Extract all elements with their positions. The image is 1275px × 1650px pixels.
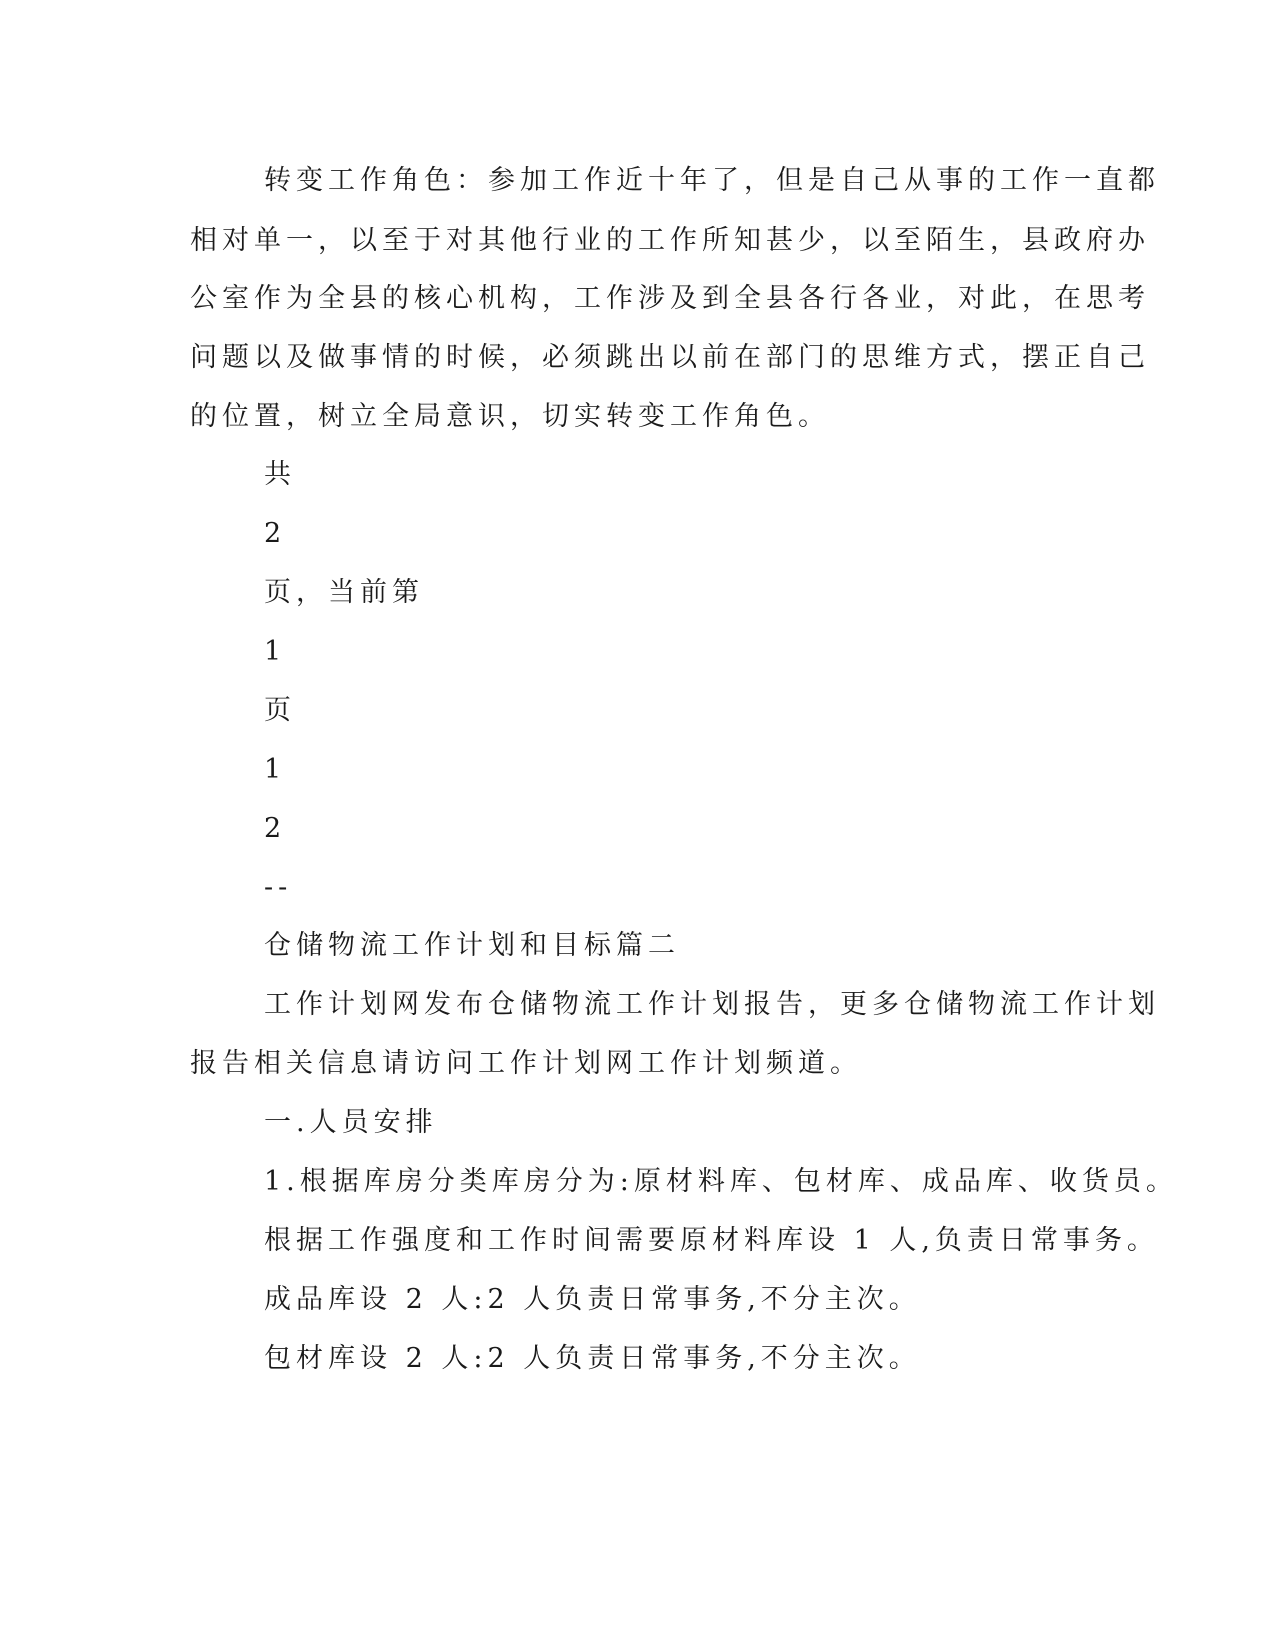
list-item: 1.根据库房分类库房分为:原材料库、包材库、成品库、收货员。 — [264, 1166, 1178, 1197]
list-item: 成品库设 2 人:2 人负责日常事务,不分主次。 — [264, 1284, 921, 1315]
pagination-current-prefix: 页，当前第 — [264, 577, 424, 608]
pagination-link-1[interactable]: 1 — [264, 754, 287, 785]
list-item: 根据工作强度和工作时间需要原材料库设 1 人,负责日常事务。 — [264, 1225, 1159, 1256]
pagination-current-suffix: 页 — [264, 695, 296, 726]
section-title: 仓储物流工作计划和目标篇二 — [264, 930, 680, 961]
pagination-total-pages: 2 — [264, 518, 287, 549]
paragraph-line: 的位置，树立全局意识，切实转变工作角色。 — [190, 401, 830, 432]
paragraph-line: 转变工作角色：参加工作近十年了，但是自己从事的工作一直都 — [264, 165, 1160, 196]
heading-personnel: 一.人员安排 — [264, 1107, 438, 1138]
intro-line: 报告相关信息请访问工作计划网工作计划频道。 — [190, 1048, 862, 1079]
intro-line: 工作计划网发布仓储物流工作计划报告，更多仓储物流工作计划 — [264, 989, 1160, 1020]
paragraph-line: 公室作为全县的核心机构，工作涉及到全县各行各业，对此，在思考 — [190, 283, 1150, 314]
paragraph-line: 问题以及做事情的时候，必须跳出以前在部门的思维方式，摆正自己 — [190, 342, 1150, 373]
pagination-link-2[interactable]: 2 — [264, 813, 287, 844]
pagination-separator: -- — [264, 872, 293, 903]
list-item: 包材库设 2 人:2 人负责日常事务,不分主次。 — [264, 1343, 921, 1374]
paragraph-line: 相对单一，以至于对其他行业的工作所知甚少，以至陌生，县政府办 — [190, 225, 1150, 256]
pagination-current-page: 1 — [264, 636, 287, 667]
pagination-total-prefix: 共 — [264, 459, 296, 490]
